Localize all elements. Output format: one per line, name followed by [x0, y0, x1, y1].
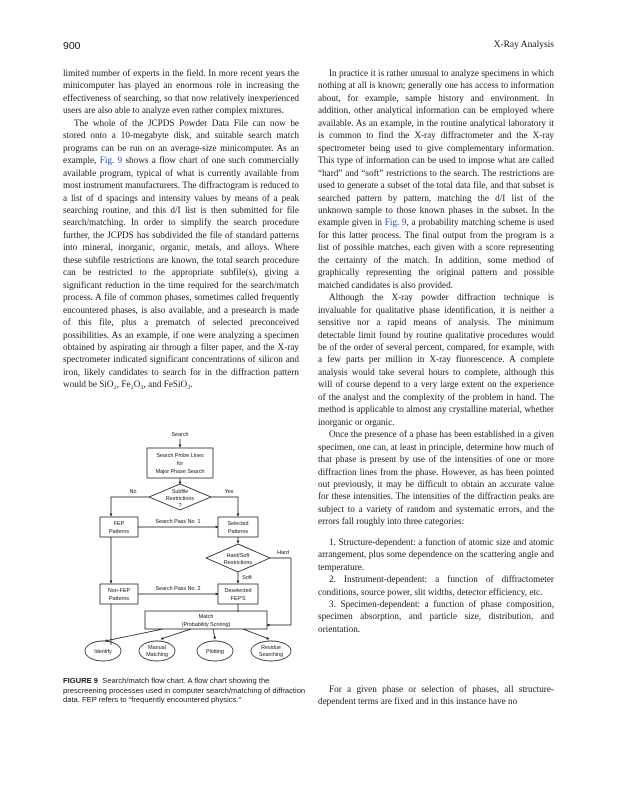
right-paragraph-1 — [318, 67, 554, 291]
label-selected-1: Selected — [227, 521, 249, 527]
label-no: No — [129, 489, 137, 495]
arrow-hard — [267, 558, 291, 625]
label-hardsoft-2: Restrictions — [223, 560, 253, 566]
label-identify: Identify — [94, 649, 112, 655]
right-paragraph-1-text-b: , a probability matching scheme is used for this latter process. The final output from the program is a list of possible matches, each given with a score representing the certainty of the match. In addition, some method of graphically representing the original pattern and possible matched candidates is also provided. — [318, 217, 554, 290]
right-column — [318, 67, 554, 635]
label-manual-1: Manual — [148, 645, 166, 651]
label-fep-2: Patterns — [108, 529, 130, 535]
list-item-3: 3. Specimen-dependent: a function of phase composition, specimen absorption, and particle size, distribution, and orientation. — [318, 599, 554, 634]
right-paragraph-2: Although the X-ray powder diffraction technique is invaluable for qualitative phase identification, it is neither a sensitive nor a rapid means of analysis. The minimum detectable limit found by routine qualitative procedures would be of the order of several percent, compared, for example, with a few parts per million in X-ray fluorescence. A complete analysis would take several hours to complete, although this will of course depend to a very large extent on the experience of the analyst and the complexity of the problem in hand. The method is applicable to almost any crystalline material, whether inorganic or organic. — [318, 292, 554, 427]
label-soft: Soft — [242, 575, 252, 581]
label-residue-1: Residue — [261, 645, 281, 651]
arrow-plotting — [213, 629, 215, 639]
left-paragraph-2 — [63, 117, 299, 391]
fig9-link-right[interactable]: Fig. 9 — [384, 217, 407, 228]
label-hard: Hard — [277, 550, 289, 556]
label-plotting: Plotting — [206, 649, 224, 655]
left-paragraph-2-text-b: shows a flow chart of one such commercially available program, typical of what is currently available from most instrument manufacturers. The diffractogram is reduced to a list of d spacings and intensity values by means of a peak searching routine, and this d/I list is then submitted for file search/matching. In order to simplify the search procedure further, the JCPDS has subdivided the file of standard patterns into mineral, inorganic, organic, metals, and alloys. Where these subfile restrictions are known, the total search procedure can be restricted to the appropriate subfile(s), giving a significant reduction in the time required for the search/match process. A file of common phases, sometimes called frequently encountered phases, is also available, and a presearch is made of this file, plus a prematch of selected preconceived possibilities. As an example, if one were analyzing a specimen obtained by aspirating air through a filter paper, and the X-ray spectrometer indicated significant concentrations of silicon and iron, likely candidates to search for in the diffraction pattern would be SiO₂, Fe₂O₃, and FeSiO₃. — [63, 155, 299, 390]
label-hardsoft-1: Hard/Soft — [226, 553, 250, 559]
right-paragraph-1-text-a: In practice it is rather unusual to analyze specimens in which nothing at all is known; generally one has access to information about, for example, sample history and environment. In addition, other analytical information can be employed where available. As an example, in the routine analytical laboratory it is common to find the X-ray diffractometer and the X-ray spectrometer being used to give complementary information. This type of information can be used to impose what are called “hard” and “soft” restrictions to the search. The restrictions are used to generate a subset of the total data file, and that subset is searched pattern by pattern, matching the d/I list of the unknown sample to those known phases in the subset. In the example given in — [318, 68, 554, 228]
label-search: Search — [171, 432, 189, 438]
label-deselected-1: Deselected — [224, 588, 252, 594]
right-column-bottom — [318, 683, 554, 708]
label-nonfep-1: Non-FEP — [107, 588, 131, 594]
label-pass-2: Search Pass No. 2 — [155, 586, 201, 592]
arrow-yes — [211, 497, 238, 516]
left-paragraph-1: limited number of experts in the field. In more recent years the minicomputer has played an enormous role in increasing the effectiveness of searching, so that now relatively inexperienced users are also able to analyze even rather complex mixtures. — [63, 68, 299, 116]
list-item-1: 1. Structure-dependent: a function of atomic size and atomic arrangement, plus some dependence on the scattering angle and temperature. — [318, 536, 554, 572]
residue-ellipse — [251, 641, 291, 661]
label-manual-2: Matching — [146, 652, 168, 658]
label-yes: Yes — [224, 489, 234, 495]
list-item-2: 2. Instrument-dependent: a function of diffractometer conditions, source power, slit widths, detector efficiency, etc. — [318, 574, 554, 597]
label-subfile-1: Subfile — [171, 489, 189, 495]
caption-label: FIGURE 9 — [63, 676, 99, 685]
right-paragraph-3: Once the presence of a phase has been established in a given specimen, one can, at least in principle, determine how much of that phase is present by use of the intensities of one or more diffraction lines from the phase. However, as has been pointed out previously, it may be difficult to obtain an accurate value for these intensities. The intensities of the diffraction peaks are subject to a variety of random and systematic errors, and the errors fall roughly into three categories: — [318, 429, 554, 527]
arrow-identify — [105, 629, 163, 641]
label-residue-2: Searching — [258, 652, 284, 658]
label-probe-2: for — [176, 461, 184, 467]
label-fep-1: FEP — [113, 521, 125, 527]
label-probe-3: Major Phase Search — [155, 469, 205, 475]
label-nonfep-2: Patterns — [108, 596, 130, 602]
figure-caption — [63, 676, 308, 705]
left-column — [63, 67, 299, 391]
manual-ellipse — [139, 641, 175, 661]
label-subfile-3: ? — [178, 503, 182, 509]
arrow-residue — [243, 629, 269, 639]
fig9-link-left[interactable]: Fig. 9 — [99, 155, 123, 166]
running-head: X-Ray Analysis — [493, 40, 554, 50]
left-paragraph-2-text-a: The whole of the JCPDS Powder Data File can now be stored onto a 10-megabyte disk, and suitable search match programs can be run on an average-size minicomputer. As an example, — [63, 117, 299, 166]
label-match-2: (Probability Scoring) — [181, 622, 231, 628]
label-pass-1: Search Pass No. 1 — [155, 519, 201, 525]
label-deselected-2: FEP'S — [230, 596, 246, 602]
caption-text: Search/match flow chart. A flow chart showing the prescreening processes used in computer search/matching of diffraction data. FEP refers to “frequently encountered physics.” — [63, 676, 306, 705]
right-paragraph-4: For a given phase or selection of phases, all structure-dependent terms are fixed and in this instance have no — [318, 684, 554, 707]
label-probe-1: Search Probe Lines — [156, 453, 204, 459]
label-subfile-2: Restrictions — [165, 496, 195, 502]
label-selected-2: Patterns — [227, 529, 249, 535]
arrow-no — [111, 497, 149, 516]
label-match-1: Match — [198, 614, 214, 620]
arrow-manual — [161, 629, 191, 639]
page-number: 900 — [63, 40, 81, 52]
flow-chart — [63, 427, 308, 669]
